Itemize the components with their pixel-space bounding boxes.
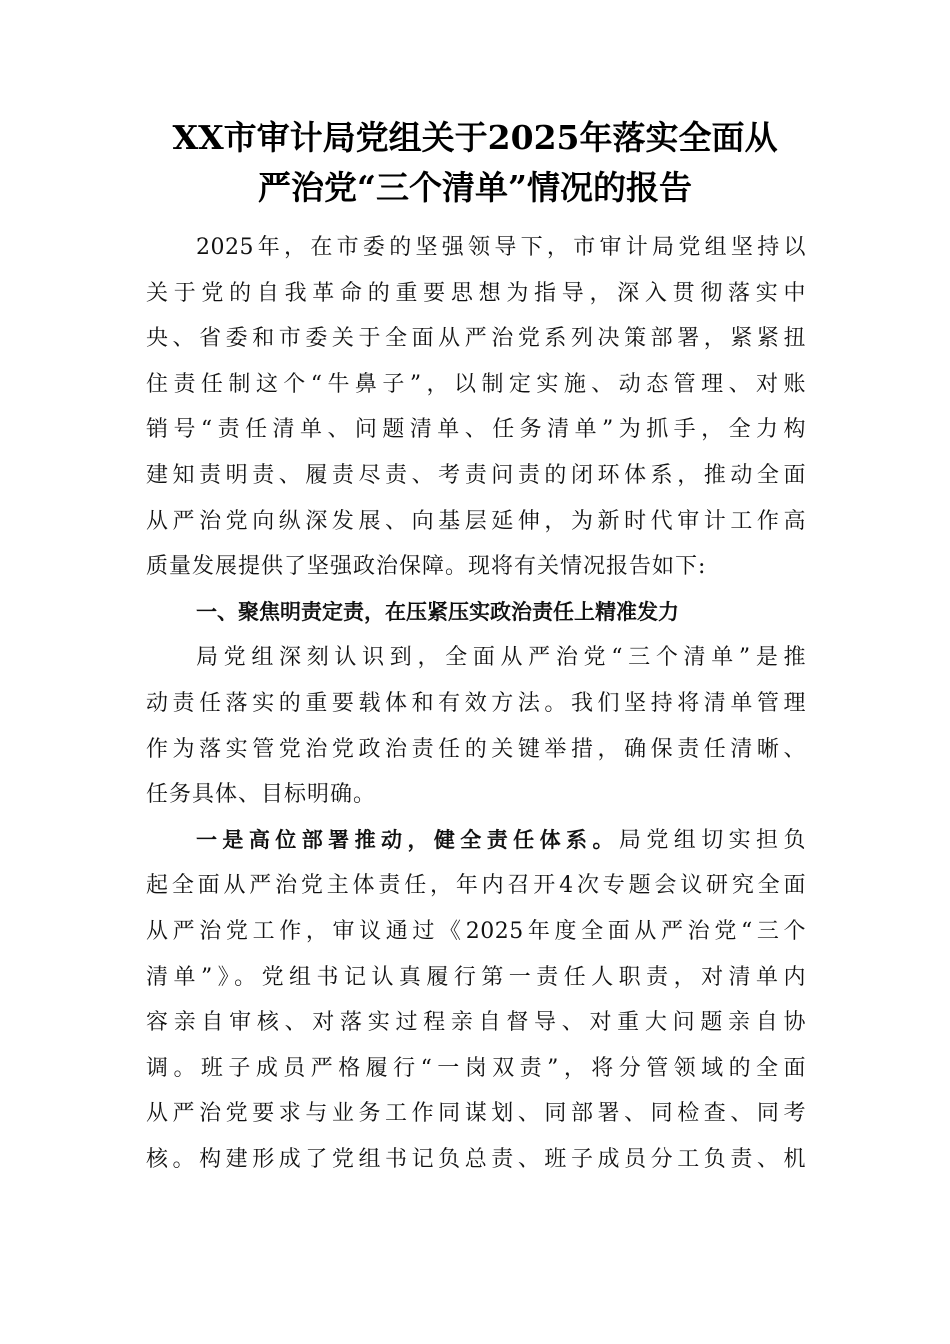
- paragraph-line: 从严治党要求与业务工作同谋划、同部署、同检查、同考: [146, 1101, 806, 1127]
- paragraph-line: 局党组深刻认识到，全面从严治党“三个清单”是推: [196, 645, 806, 671]
- paragraph-line: 从严治党工作，审议通过《2025年度全面从严治党“三个: [146, 918, 806, 944]
- document-title: [100, 113, 850, 213]
- bold-lead-text: 一是高位部署推动，健全责任体系。: [196, 827, 619, 852]
- paragraph-text: 局党组切实担负: [618, 827, 806, 853]
- paragraph-line: 作为落实管党治党政治责任的关键举措，确保责任清晰、: [146, 736, 806, 762]
- paragraph-line: 住责任制这个“牛鼻子”，以制定实施、动态管理、对账: [146, 371, 806, 397]
- paragraph-line: 从严治党向纵深发展、向基层延伸，为新时代审计工作高: [146, 508, 806, 534]
- paragraph-line: [146, 818, 806, 864]
- paragraph-line: 销号“责任清单、问题清单、任务清单”为抓手，全力构: [146, 417, 806, 443]
- paragraph-line: 容亲自审核、对落实过程亲自督导、对重大问题亲自协: [146, 1010, 806, 1036]
- title-line-2: 严治党“三个清单”情况的报告: [258, 168, 692, 207]
- paragraph-line: 核。构建形成了党组书记负总责、班子成员分工负责、机: [146, 1146, 806, 1172]
- paragraph-line: 质量发展提供了坚强政治保障。现将有关情况报告如下:: [146, 554, 707, 580]
- paragraph-line: 建知责明责、履责尽责、考责问责的闭环体系，推动全面: [146, 462, 806, 488]
- section-heading: 一、聚焦明责定责，在压紧压实政治责任上精准发力: [196, 599, 679, 624]
- paragraph-line: 任务具体、目标明确。: [146, 782, 377, 808]
- paragraph-line: 央、省委和市委关于全面从严治党系列决策部署，紧紧扭: [146, 326, 806, 352]
- paragraph-line: 调。班子成员严格履行“一岗双责”，将分管领域的全面: [146, 1055, 806, 1081]
- title-line-1: XX市审计局党组关于2025年落实全面从: [172, 118, 778, 157]
- paragraph-line: 关于党的自我革命的重要思想为指导，深入贯彻落实中: [146, 280, 806, 306]
- paragraph-line: 清单”》。党组书记认真履行第一责任人职责，对清单内: [146, 964, 806, 990]
- paragraph-line: 起全面从严治党主体责任，年内召开4次专题会议研究全面: [146, 873, 806, 899]
- document-body: [146, 225, 806, 1182]
- paragraph-line: 动责任落实的重要载体和有效方法。我们坚持将清单管理: [146, 690, 806, 716]
- paragraph-line: 2025年，在市委的坚强领导下，市审计局党组坚持以: [196, 235, 806, 260]
